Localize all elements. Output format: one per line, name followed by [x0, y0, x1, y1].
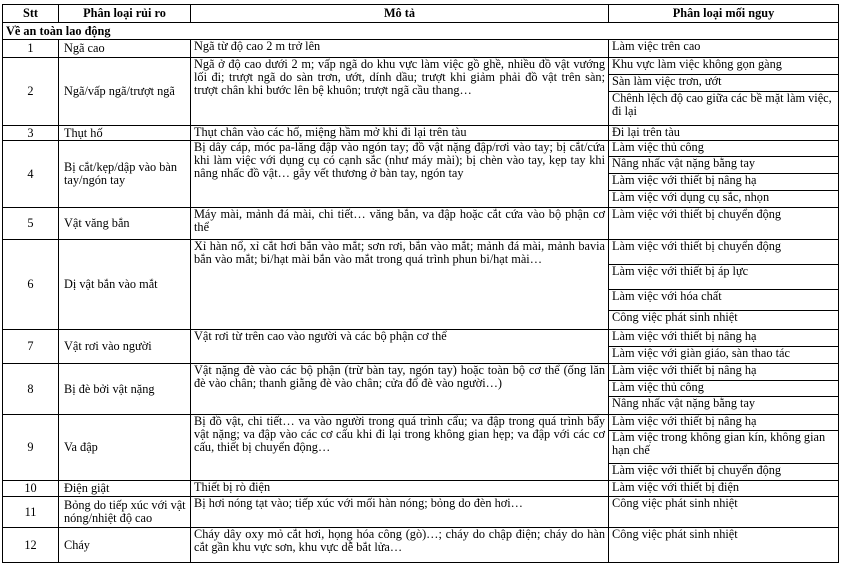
- table-row: [3, 364, 839, 415]
- row-category: Ngã cao: [59, 40, 191, 58]
- section-row: [3, 23, 839, 40]
- header-row: [3, 5, 839, 23]
- row-hazards: [609, 58, 839, 126]
- hazard-item: Làm việc với thiết bị chuyển động: [612, 208, 782, 221]
- row-description: Bị đồ vật, chi tiết… va vào người trong quá trình cẩu; va đập trong quá trình bẩy vật nặng; va đập vào các cơ cấu khi đi lại trong không gian hẹp; va đập với các cơ cấu, thiết bị chuyển động…: [191, 415, 609, 481]
- row-category: Ngã/vấp ngã/trượt ngã: [59, 58, 191, 126]
- hazard-item: Làm việc thủ công: [609, 141, 838, 157]
- row-hazards: [609, 141, 839, 208]
- header-stt: Stt: [3, 5, 59, 23]
- hazard-item: Công việc phát sinh nhiệt: [612, 528, 738, 541]
- row-description: Thụt chân vào các hố, miệng hầm mở khi đi lại trên tàu: [191, 126, 609, 141]
- header-description: Mô tả: [191, 5, 609, 23]
- hazard-item: Làm việc với hóa chất: [609, 290, 838, 311]
- row-stt: 8: [3, 364, 59, 415]
- row-description: Vật rơi từ trên cao vào người và các bộ phận cơ thể: [191, 330, 609, 364]
- hazard-item: Nâng nhấc vật nặng bằng tay: [612, 397, 756, 410]
- row-category: Bỏng do tiếp xúc với vật nóng/nhiệt độ cao: [59, 497, 191, 528]
- table-row: [3, 141, 839, 208]
- table-row: [3, 208, 839, 240]
- table-row: [3, 481, 839, 497]
- hazard-item: Làm việc thủ công: [609, 381, 838, 397]
- table-body: [3, 23, 839, 563]
- row-hazards: [609, 481, 839, 497]
- row-description: Ngã từ độ cao 2 m trở lên: [191, 40, 609, 58]
- row-hazards: [609, 40, 839, 58]
- row-description: Xỉ hàn nổ, xỉ cắt hơi bắn vào mắt; sơn rơi, bắn vào mắt; mảnh đá mài, mảnh bavia bắn vào mắt; bi/hạt mài bắn vào mắt trong quá trình phun bi/hạt mài…: [191, 240, 609, 330]
- header-category: Phân loại rủi ro: [59, 5, 191, 23]
- row-hazards: [609, 364, 839, 415]
- row-stt: 11: [3, 497, 59, 528]
- hazard-item: Làm việc với thiết bị chuyển động: [612, 464, 782, 477]
- row-hazards: [609, 330, 839, 364]
- hazard-item: Làm việc với thiết bị nâng hạ: [609, 364, 838, 381]
- row-hazards: [609, 415, 839, 481]
- row-stt: 10: [3, 481, 59, 497]
- hazard-item: Làm việc với thiết bị nâng hạ: [609, 330, 838, 347]
- row-stt: 2: [3, 58, 59, 126]
- row-hazards: [609, 240, 839, 330]
- hazard-item: Làm việc trong không gian kín, không gian hạn chế: [609, 431, 838, 464]
- row-category: Va đập: [59, 415, 191, 481]
- table-row: [3, 330, 839, 364]
- table-row: [3, 40, 839, 58]
- row-stt: 3: [3, 126, 59, 141]
- table-row: [3, 58, 839, 126]
- table-row: [3, 528, 839, 563]
- hazard-item: Làm việc với dụng cụ sắc, nhọn: [612, 191, 770, 204]
- row-hazards: [609, 126, 839, 141]
- table-row: [3, 497, 839, 528]
- row-category: Cháy: [59, 528, 191, 563]
- row-category: Thụt hố: [59, 126, 191, 141]
- row-stt: 1: [3, 40, 59, 58]
- row-category: Bị đè bởi vật nặng: [59, 364, 191, 415]
- hazard-item: Làm việc với giàn giáo, sàn thao tác: [612, 347, 790, 360]
- header-hazard-class: Phân loại mối nguy: [609, 5, 839, 23]
- row-description: Thiết bị rò điện: [191, 481, 609, 497]
- row-category: Vật văng bắn: [59, 208, 191, 240]
- section-title: Về an toàn lao động: [3, 23, 839, 40]
- row-stt: 7: [3, 330, 59, 364]
- row-category: Điện giật: [59, 481, 191, 497]
- row-stt: 12: [3, 528, 59, 563]
- risk-classification-table: [2, 4, 839, 563]
- table-row: [3, 126, 839, 141]
- row-hazards: [609, 528, 839, 563]
- hazard-item: Làm việc với thiết bị áp lực: [609, 265, 838, 290]
- hazard-item: Làm việc với thiết bị nâng hạ: [609, 415, 838, 431]
- hazard-item: Làm việc với thiết bị điện: [612, 481, 740, 494]
- table-row: [3, 240, 839, 330]
- row-description: Ngã ở độ cao dưới 2 m; vấp ngã do khu vực làm việc gồ ghề, nhiều đồ vật vướng lối đi; trượt ngã do sàn trơn, ướt, dính dầu; trượt khi giảm phải đồ vật trên sàn; trượt chân khi bước lên bệ khuôn; trượt ngã cầu thang…: [191, 58, 609, 126]
- hazard-item: Chênh lệch độ cao giữa các bề mặt làm việc, đi lại: [612, 92, 832, 118]
- row-category: Vật rơi vào người: [59, 330, 191, 364]
- hazard-item: Công việc phát sinh nhiệt: [612, 311, 738, 324]
- row-stt: 5: [3, 208, 59, 240]
- row-description: Vật nặng đè vào các bộ phận (trừ bàn tay, ngón tay) hoặc toàn bộ cơ thể (ống lăn đè vào chân; thanh giằng đè vào chân; cửa đổ đè vào người…): [191, 364, 609, 415]
- hazard-item: Sàn làm việc trơn, ướt: [609, 75, 838, 92]
- row-stt: 6: [3, 240, 59, 330]
- hazard-item: Đi lại trên tàu: [612, 126, 680, 139]
- row-category: Dị vật bắn vào mắt: [59, 240, 191, 330]
- row-stt: 4: [3, 141, 59, 208]
- row-description: Cháy dây oxy mỏ cắt hơi, họng hóa công (gò)…; cháy do chập điện; cháy do hàn cắt gần khu vực sơn, khu vực dễ bắt lửa…: [191, 528, 609, 563]
- table-row: [3, 415, 839, 481]
- row-description: Bị dây cáp, móc pa-lăng đập vào ngón tay; đồ vật nặng đập/rơi vào tay; bị cắt/cứa khi làm việc với dụng cụ có cạnh sắc (như máy mài); bị chèn vào tay, kẹp tay khi nâng nhấc đồ vật… gây vết thương ở bàn tay, ngón tay: [191, 141, 609, 208]
- row-description: Máy mài, mảnh đá mài, chi tiết… văng bắn, va đập hoặc cắt cứa vào bộ phận cơ thể: [191, 208, 609, 240]
- row-stt: 9: [3, 415, 59, 481]
- hazard-item: Công việc phát sinh nhiệt: [612, 497, 738, 510]
- hazard-item: Làm việc với thiết bị nâng hạ: [609, 174, 838, 191]
- row-description: Bị hơi nóng tạt vào; tiếp xúc với mối hàn nóng; bỏng do đèn hơi…: [191, 497, 609, 528]
- row-hazards: [609, 208, 839, 240]
- hazard-item: Khu vực làm việc không gọn gàng: [609, 58, 838, 75]
- hazard-item: Làm việc với thiết bị chuyển động: [609, 240, 838, 265]
- hazard-item: Làm việc trên cao: [612, 40, 701, 53]
- row-category: Bị cắt/kẹp/dập vào bàn tay/ngón tay: [59, 141, 191, 208]
- row-hazards: [609, 497, 839, 528]
- hazard-item: Nâng nhấc vật nặng bằng tay: [609, 157, 838, 174]
